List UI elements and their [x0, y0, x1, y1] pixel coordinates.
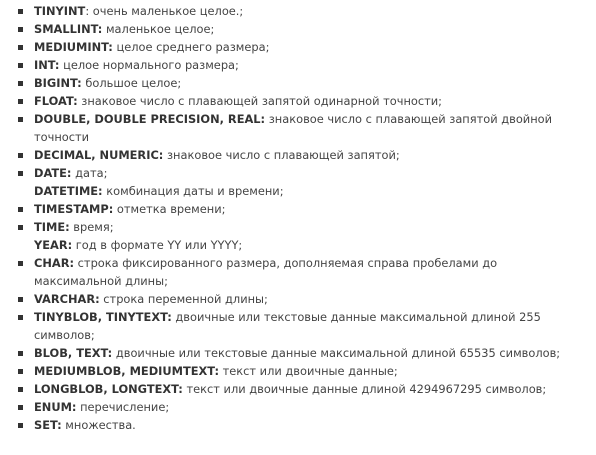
- term-mediumint: MEDIUMINT:: [34, 40, 113, 54]
- term-bigint: BIGINT:: [34, 76, 82, 90]
- list-item-date: [0, 164, 596, 182]
- term-year: YEAR:: [34, 238, 73, 252]
- desc-bigint: большое целое;: [81, 76, 182, 90]
- list-item-bigint: [0, 74, 596, 92]
- list-item-tinyint: [0, 2, 596, 20]
- desc-datetime: комбинация даты и времени;: [102, 184, 284, 198]
- list-item-datetime: [0, 182, 596, 200]
- desc-longblob: текст или двоичные данные длиной 4294967295 символов;: [182, 382, 547, 396]
- desc-float: знаковое число с плавающей запятой одинарной точности;: [77, 94, 443, 108]
- desc-varchar: строка переменной длины;: [99, 292, 268, 306]
- list-item-set: [0, 416, 596, 434]
- list-item-mediumint: [0, 38, 596, 56]
- list-item-smallint: [0, 20, 596, 38]
- list-item-varchar: [0, 290, 596, 308]
- term-datetime: DATETIME:: [34, 184, 103, 198]
- desc-blob: двоичные или текстовые данные максимальной длиной 65535 символов;: [112, 346, 561, 360]
- term-longblob: LONGBLOB, LONGTEXT:: [34, 382, 183, 396]
- term-decimal: DECIMAL, NUMERIC:: [34, 148, 164, 162]
- term-time: TIME:: [34, 220, 70, 234]
- term-tinyblob: TINYBLOB, TINYTEXT:: [34, 310, 172, 324]
- list-item-tinyblob: [0, 308, 596, 344]
- list-item-enum: [0, 398, 596, 416]
- desc-tinyblob: двоичные или текстовые данные максимальной длиной 255 символов;: [34, 310, 541, 342]
- list-item-char: [0, 254, 596, 290]
- desc-double: знаковое число с плавающей запятой двойной точности: [34, 112, 553, 144]
- desc-year: год в формате YY или YYYY;: [72, 238, 243, 252]
- desc-time: время;: [69, 220, 114, 234]
- desc-smallint: маленькое целое;: [102, 22, 215, 36]
- desc-mediumint: целое среднего размера;: [112, 40, 270, 54]
- term-int: INT:: [34, 58, 60, 72]
- list-item-double: [0, 110, 596, 146]
- desc-tinyint: : очень маленькое целое.;: [85, 4, 244, 18]
- list-item-timestamp: [0, 200, 596, 218]
- desc-date: дата;: [71, 166, 108, 180]
- list-item-decimal: [0, 146, 596, 164]
- term-varchar: VARCHAR:: [34, 292, 100, 306]
- desc-decimal: знаковое число с плавающей запятой;: [163, 148, 400, 162]
- data-types-list: [0, 2, 596, 434]
- term-char: CHAR:: [34, 256, 75, 270]
- term-tinyint: TINYINT: [34, 4, 86, 18]
- desc-set: множества.: [61, 418, 136, 432]
- term-float: FLOAT:: [34, 94, 78, 108]
- list-item-float: [0, 92, 596, 110]
- desc-int: целое нормального размера;: [59, 58, 239, 72]
- term-set: SET:: [34, 418, 62, 432]
- list-item-longblob: [0, 380, 596, 398]
- term-date: DATE:: [34, 166, 72, 180]
- term-timestamp: TIMESTAMP:: [34, 202, 114, 216]
- list-item-mediumblob: [0, 362, 596, 380]
- list-item-year: [0, 236, 596, 254]
- desc-mediumblob: текст или двоичные данные;: [219, 364, 398, 378]
- list-item-int: [0, 56, 596, 74]
- term-enum: ENUM:: [34, 400, 77, 414]
- list-item-time: [0, 218, 596, 236]
- term-mediumblob: MEDIUMBLOB, MEDIUMTEXT:: [34, 364, 220, 378]
- term-double: DOUBLE, DOUBLE PRECISION, REAL:: [34, 112, 266, 126]
- term-blob: BLOB, TEXT:: [34, 346, 113, 360]
- list-item-blob: [0, 344, 596, 362]
- desc-char: строка фиксированного размера, дополняемая справа пробелами до максимальной длины;: [34, 256, 498, 288]
- desc-enum: перечисление;: [76, 400, 170, 414]
- term-smallint: SMALLINT:: [34, 22, 103, 36]
- desc-timestamp: отметка времени;: [113, 202, 226, 216]
